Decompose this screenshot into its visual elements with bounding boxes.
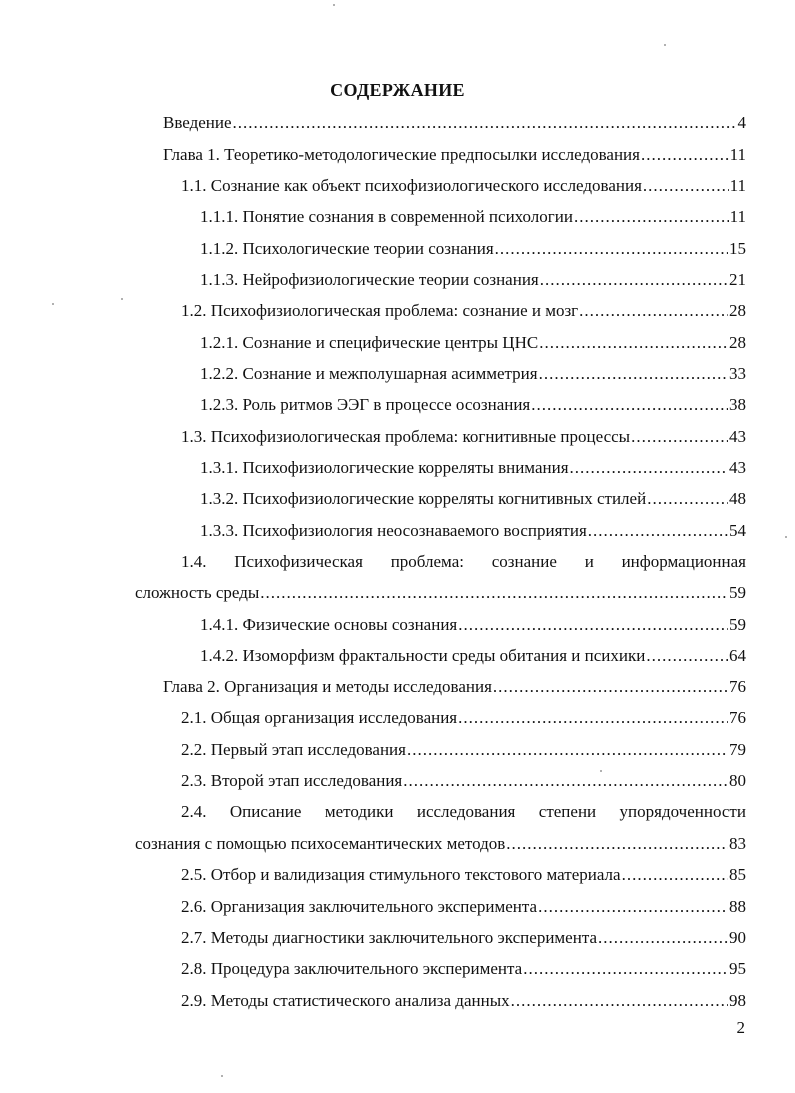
toc-entry-word: 1.4. [181, 552, 207, 571]
toc-entry-label: 1.3.2. Психофизиологические корреляты когнитивных стилей [200, 489, 647, 508]
toc-entry-1-4-2[interactable] [200, 645, 746, 667]
toc-leader-dots [579, 300, 728, 322]
toc-entry-2-5[interactable] [181, 864, 746, 886]
toc-entry-word: сознание [491, 552, 557, 571]
toc-entry-1-4[interactable] [181, 551, 746, 573]
toc-entry-label: 1.1.3. Нейрофизиологические теории сознания [200, 270, 539, 289]
toc-entry-1-2-3[interactable] [200, 394, 746, 416]
toc-entry-word: степени [538, 802, 597, 821]
toc-entry-label: 1.4.1. Физические основы сознания [200, 615, 458, 634]
toc-leader-dots [403, 770, 728, 792]
toc-leader-dots [458, 707, 728, 729]
toc-entry-2-1[interactable] [181, 707, 746, 729]
toc-entry-2-6[interactable] [181, 896, 746, 918]
scan-speck [600, 770, 602, 772]
toc-entry-label: 1.3.3. Психофизиология неосознаваемого восприятия [200, 521, 587, 540]
toc-entry-label: сложность среды [135, 583, 260, 602]
toc-entry-page: 28 [729, 301, 746, 320]
toc-entry-page: 95 [729, 959, 746, 978]
toc-entry-2-8[interactable] [181, 958, 746, 980]
toc-entry-label: 1.3. Психофизиологическая проблема: когнитивные процессы [181, 427, 631, 446]
toc-entry-page: 59 [729, 615, 746, 634]
page-number: 2 [736, 1018, 745, 1037]
toc-entry-2-4-continuation[interactable] [135, 833, 746, 855]
toc-entry-1-1[interactable] [181, 175, 746, 197]
toc-entry-label: 2.7. Методы диагностики заключительного эксперимента [181, 928, 598, 947]
toc-entry-word: упорядоченности [619, 802, 746, 821]
toc-entry-label: 1.4.2. Изоморфизм фрактальности среды обитания и психики [200, 646, 646, 665]
toc-entry-1-4-1[interactable] [200, 614, 746, 636]
toc-entry-page: 11 [729, 207, 746, 226]
toc-entry-1-3-3[interactable] [200, 520, 746, 542]
toc-entry-word: Описание [229, 802, 302, 821]
toc-entry-page: 98 [729, 991, 746, 1010]
toc-entry-label: 2.2. Первый этап исследования [181, 740, 406, 759]
toc-entry-1-2-1[interactable] [200, 332, 746, 354]
toc-entry-page: 59 [729, 583, 746, 602]
toc-entry-1-1-2[interactable] [200, 238, 746, 260]
toc-entry-page: 85 [729, 865, 746, 884]
toc-entry-word: проблема: [390, 552, 464, 571]
toc-leader-dots [588, 520, 728, 542]
toc-leader-dots [598, 927, 728, 949]
toc-entry-label: 1.2. Психофизиологическая проблема: сознание и мозг [181, 301, 579, 320]
toc-entry-page: 43 [729, 458, 746, 477]
toc-entry-label: 2.9. Методы статистического анализа данных [181, 991, 510, 1010]
toc-entry-page: 11 [729, 145, 746, 164]
toc-leader-dots [574, 206, 729, 228]
toc-entry-label: 1.1.2. Психологические теории сознания [200, 239, 494, 258]
toc-entry-label: 1.3.1. Психофизиологические корреляты внимания [200, 458, 569, 477]
toc-entry-label: 2.6. Организация заключительного эксперимента [181, 897, 538, 916]
toc-leader-dots [458, 614, 728, 636]
toc-entry-label: Глава 2. Организация и методы исследования [163, 677, 492, 696]
toc-leader-dots [523, 958, 728, 980]
toc-entry-chapter-2[interactable] [163, 676, 746, 698]
toc-leader-dots [407, 739, 728, 761]
toc-entry-page: 4 [737, 113, 746, 132]
toc-leader-dots [511, 990, 728, 1012]
toc-entry-page: 83 [729, 834, 746, 853]
toc-leader-dots [539, 332, 728, 354]
toc-entry-page: 79 [729, 740, 746, 759]
toc-leader-dots [538, 896, 728, 918]
toc-leader-dots [631, 426, 728, 448]
toc-leader-dots [540, 269, 728, 291]
toc-entry-1-4-continuation[interactable] [135, 582, 746, 604]
toc-entry-label: 2.8. Процедура заключительного эксперимента [181, 959, 523, 978]
toc-entry-1-2[interactable] [181, 300, 746, 322]
toc-entry-2-4[interactable] [181, 801, 746, 823]
toc-leader-dots [641, 144, 729, 166]
toc-entry-label: 1.2.3. Роль ритмов ЭЭГ в процессе осознания [200, 395, 531, 414]
toc-entry-page: 88 [729, 897, 746, 916]
toc-entry-label: 2.3. Второй этап исследования [181, 771, 403, 790]
toc-leader-dots [493, 676, 728, 698]
toc-leader-dots [539, 363, 728, 385]
toc-entry-word: и [584, 552, 594, 571]
toc-entry-label: Глава 1. Теоретико-методологические предпосылки исследования [163, 145, 640, 164]
toc-entry-page: 64 [729, 646, 746, 665]
toc-entry-1-1-1[interactable] [200, 206, 746, 228]
toc-entry-page: 80 [729, 771, 746, 790]
toc-leader-dots [646, 645, 728, 667]
toc-entry-label: сознания с помощью психосемантических методов [135, 834, 506, 853]
toc-entry-word: информационная [621, 552, 746, 571]
toc-leader-dots [531, 394, 728, 416]
toc-entry-page: 21 [729, 270, 746, 289]
toc-entry-intro[interactable] [163, 112, 746, 134]
toc-leader-dots [495, 238, 728, 260]
toc-entry-word: 2.4. [181, 802, 207, 821]
toc-entry-word: Психофизическая [234, 552, 363, 571]
toc-leader-dots [260, 582, 728, 604]
toc-entry-label: 1.1. Сознание как объект психофизиологического исследования [181, 176, 642, 195]
toc-entry-word: исследования [416, 802, 516, 821]
toc-entry-page: 90 [729, 928, 746, 947]
scan-speck [221, 1075, 223, 1077]
scan-speck [121, 298, 123, 300]
toc-entry-1-3[interactable] [181, 426, 746, 448]
toc-entry-label: 1.1.1. Понятие сознания в современной психологии [200, 207, 573, 226]
toc-entry-page: 48 [729, 489, 746, 508]
toc-entry-chapter-1[interactable] [163, 144, 746, 166]
toc-entry-page: 11 [729, 176, 746, 195]
toc-entry-word: методики [324, 802, 394, 821]
toc-entry-page: 54 [729, 521, 746, 540]
toc-entry-page: 28 [729, 333, 746, 352]
scan-speck [52, 303, 54, 305]
toc-entry-page: 33 [729, 364, 746, 383]
toc-leader-dots [643, 175, 729, 197]
toc-leader-dots [622, 864, 728, 886]
toc-entry-page: 43 [729, 427, 746, 446]
toc-entry-label: 1.2.2. Сознание и межполушарная асимметрия [200, 364, 538, 383]
toc-leader-dots [233, 112, 737, 134]
toc-entry-2-7[interactable] [181, 927, 746, 949]
scan-speck [664, 44, 666, 46]
toc-entry-2-9[interactable] [181, 990, 746, 1012]
toc-entry-label: 2.1. Общая организация исследования [181, 708, 458, 727]
toc-entry-label: 2.5. Отбор и валидизация стимульного текстового материала [181, 865, 621, 884]
toc-entry-page: 76 [729, 708, 746, 727]
toc-entry-label: 1.2.1. Сознание и специфические центры ЦНС [200, 333, 539, 352]
toc-entry-1-1-3[interactable] [200, 269, 746, 291]
toc-leader-dots [506, 833, 728, 855]
scan-speck [333, 4, 335, 6]
toc-leader-dots [570, 457, 728, 479]
toc-entry-1-2-2[interactable] [200, 363, 746, 385]
scan-speck [785, 536, 787, 538]
toc-entry-page: 15 [729, 239, 746, 258]
toc-entry-2-2[interactable] [181, 739, 746, 761]
toc-entry-label: Введение [163, 113, 232, 132]
page-title: СОДЕРЖАНИЕ [330, 80, 465, 100]
toc-entry-1-3-1[interactable] [200, 457, 746, 479]
toc-entry-page: 76 [729, 677, 746, 696]
toc-entry-2-3[interactable] [181, 770, 746, 792]
toc-entry-page: 38 [729, 395, 746, 414]
toc-leader-dots [647, 488, 728, 510]
toc-entry-1-3-2[interactable] [200, 488, 746, 510]
